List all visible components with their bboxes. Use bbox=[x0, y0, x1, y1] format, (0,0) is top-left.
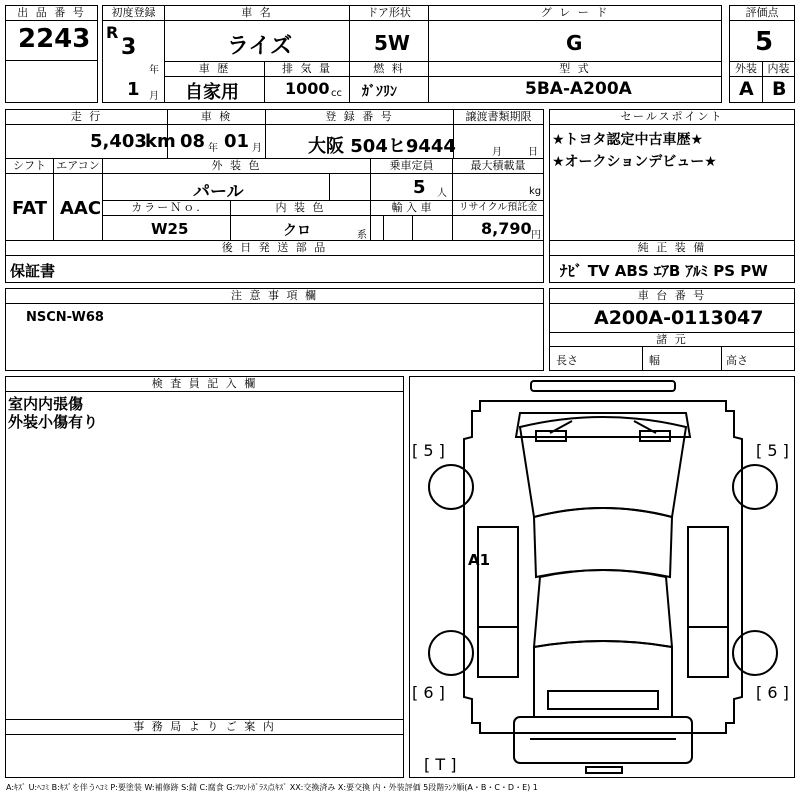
inspection-year-unit: 年 bbox=[208, 143, 218, 154]
displacement-label: 排 気 量 bbox=[264, 61, 350, 77]
inspection-month: 01 bbox=[224, 131, 250, 152]
sales-point-line-1: ★トヨタ認定中古車歴★ bbox=[552, 132, 704, 148]
recycle-cell bbox=[452, 215, 544, 241]
office-label: 事 務 局 よ り ご 案 内 bbox=[5, 719, 404, 735]
reg-month-unit: 月 bbox=[149, 91, 159, 102]
recycle-fee: 8,790 bbox=[481, 219, 532, 238]
height-cell bbox=[721, 346, 795, 371]
max-load-cell bbox=[452, 173, 544, 201]
fuel: ｶﾞｿﾘﾝ bbox=[362, 84, 397, 100]
exterior-grade-cell bbox=[729, 76, 763, 103]
equipment-cell bbox=[549, 255, 795, 283]
equipment: ﾅﾋﾞ TV ABS ｴｱB ｱﾙﾐ PS PW bbox=[560, 262, 768, 280]
car-name: ライズ bbox=[227, 34, 293, 59]
score-label: 評価点 bbox=[729, 5, 795, 21]
height-label: 高さ bbox=[726, 354, 748, 367]
interior-color-unit: 系 bbox=[357, 230, 367, 241]
score-cell bbox=[729, 20, 795, 62]
first-registration-cell bbox=[102, 20, 165, 103]
exterior-grade: A bbox=[739, 78, 754, 100]
wheel-rear-right bbox=[733, 631, 777, 675]
car-diagram-frame bbox=[409, 376, 795, 778]
shift-cell bbox=[5, 173, 54, 241]
width-label: 幅 bbox=[649, 354, 660, 367]
recycle-unit: 円 bbox=[531, 230, 541, 241]
lot-number-label: 出 品 番 号 bbox=[5, 5, 98, 21]
chassis-number: A200A-0113047 bbox=[594, 307, 764, 329]
score: 5 bbox=[755, 27, 774, 57]
registration-number: 大阪 504ヒ9444 bbox=[308, 136, 456, 157]
length-cell bbox=[549, 346, 643, 371]
sales-point-cell bbox=[549, 124, 795, 241]
import-label: 輸 入 車 bbox=[370, 200, 453, 216]
caution-note: NSCN-W68 bbox=[26, 310, 104, 325]
model-code: 5BA-A200A bbox=[525, 79, 632, 99]
import-cell-c bbox=[412, 215, 453, 241]
fuel-cell bbox=[349, 76, 429, 103]
import-cell-a bbox=[370, 215, 384, 241]
color-number: W25 bbox=[151, 220, 189, 238]
color-number-label: カラーＮｏ. bbox=[102, 200, 231, 216]
roof bbox=[534, 508, 672, 577]
transfer-deadline-label: 譲渡書類期限 bbox=[453, 109, 544, 125]
inspection-label: 車 検 bbox=[167, 109, 266, 125]
interior-color-cell bbox=[230, 215, 371, 241]
tire-rear-left: [ 6 ] bbox=[412, 683, 445, 702]
transfer-deadline-cell bbox=[453, 124, 544, 159]
grade: G bbox=[566, 31, 583, 55]
front-bumper-shape bbox=[531, 381, 675, 391]
mileage: 5,403 bbox=[90, 131, 147, 152]
model-label: 型 式 bbox=[428, 61, 722, 77]
rear-window bbox=[534, 570, 672, 647]
capacity-label: 乗車定員 bbox=[370, 158, 453, 174]
dimensions-label: 諸 元 bbox=[549, 332, 795, 347]
interior-grade-label: 内装 bbox=[762, 61, 795, 77]
hood-shape bbox=[464, 401, 742, 733]
registration-number-cell bbox=[265, 124, 454, 159]
inspection-year: 08 bbox=[180, 131, 206, 152]
interior-color-label: 内 装 色 bbox=[230, 200, 371, 216]
inspector-cell bbox=[5, 391, 404, 720]
shift: FAT bbox=[12, 198, 48, 219]
inspector-line-1: 室内内張傷 bbox=[8, 395, 84, 413]
fuel-label: 燃 料 bbox=[349, 61, 429, 77]
exterior-color-cell bbox=[102, 173, 330, 201]
legend: A:ｷｽﾞ U:ﾍｺﾐ B:ｷｽﾞを伴うﾍｺﾐ P:要塗装 W:補修跡 S:錆 C:腐食 G:ﾌﾛﾝﾄｶﾞﾗｽ点ｷｽﾞ XX:交換済み X:要交換 内・外装評価 5段階ﾗﾝｸ順(A・B・C・D・E) 1 bbox=[6, 783, 538, 792]
history: 自家用 bbox=[185, 82, 239, 103]
displacement-cell bbox=[264, 76, 350, 103]
aircon-label: エアコン bbox=[53, 158, 103, 174]
model-cell bbox=[428, 76, 722, 103]
caution-label: 注 意 事 項 欄 bbox=[5, 288, 544, 304]
interior-color: クロ bbox=[283, 223, 311, 239]
inspection-cell bbox=[167, 124, 266, 159]
car-diagram bbox=[410, 377, 796, 779]
max-load-unit: kg bbox=[529, 186, 542, 197]
inspection-month-unit: 月 bbox=[252, 143, 262, 154]
capacity-unit: 人 bbox=[437, 188, 447, 199]
inspector-line-2: 外装小傷有り bbox=[8, 413, 99, 431]
exterior-color-extra bbox=[329, 173, 371, 201]
left-front-door bbox=[478, 527, 518, 627]
caution-cell bbox=[5, 303, 544, 371]
reg-year: 3 bbox=[121, 35, 137, 60]
wheel-front-left bbox=[429, 465, 473, 509]
office-cell bbox=[5, 734, 404, 778]
car-name-cell bbox=[164, 20, 350, 62]
door-type: 5W bbox=[374, 31, 410, 55]
tire-front-left: [ 5 ] bbox=[412, 441, 445, 460]
history-label: 車 歴 bbox=[164, 61, 265, 77]
later-parts-cell bbox=[5, 255, 544, 283]
sales-point-line-2: ★オークションデビュー★ bbox=[552, 154, 717, 170]
lot-number: 2243 bbox=[18, 24, 91, 54]
tire-front-right: [ 5 ] bbox=[756, 441, 789, 460]
lot-blank-cell bbox=[5, 60, 98, 103]
mileage-unit: km bbox=[145, 131, 176, 152]
displacement-unit: cc bbox=[331, 88, 342, 99]
transfer-day-unit: 日 bbox=[528, 147, 538, 158]
interior-grade: B bbox=[772, 78, 787, 100]
grade-label: グ レ ー ド bbox=[428, 5, 722, 21]
era: R bbox=[106, 23, 119, 42]
door-cell bbox=[349, 20, 429, 62]
registration-number-label: 登 録 番 号 bbox=[265, 109, 454, 125]
right-rear-door bbox=[688, 627, 728, 677]
wheel-rear-left bbox=[429, 631, 473, 675]
sales-point-label: セールスポイント bbox=[549, 109, 795, 125]
mileage-cell bbox=[5, 124, 176, 159]
first-registration-label: 初度登録 bbox=[102, 5, 165, 21]
exterior-color-label: 外 装 色 bbox=[102, 158, 371, 174]
transfer-month-unit: 月 bbox=[492, 147, 502, 158]
rear-bumper-shape bbox=[548, 691, 658, 709]
inspector-label: 検 査 員 記 入 欄 bbox=[5, 376, 404, 392]
width-cell bbox=[642, 346, 722, 371]
equipment-label: 純 正 装 備 bbox=[549, 240, 795, 256]
right-front-door bbox=[688, 527, 728, 627]
reg-month: 1 bbox=[127, 79, 140, 100]
lot-number-cell bbox=[5, 20, 98, 61]
exterior-color: パール bbox=[193, 182, 244, 202]
reg-year-unit: 年 bbox=[149, 65, 159, 76]
left-rear-door bbox=[478, 627, 518, 677]
capacity-cell bbox=[370, 173, 453, 201]
car-name-label: 車 名 bbox=[164, 5, 350, 21]
damage-mark-a1: A1 bbox=[468, 551, 491, 569]
tire-rear-right: [ 6 ] bbox=[756, 683, 789, 702]
door-label: ドア形状 bbox=[349, 5, 429, 21]
max-load-label: 最大積載量 bbox=[452, 158, 544, 174]
rear-plate-bar bbox=[586, 767, 622, 773]
interior-grade-cell bbox=[762, 76, 795, 103]
history-cell bbox=[164, 76, 265, 103]
wheel-front-right bbox=[733, 465, 777, 509]
displacement: 1000 bbox=[285, 79, 330, 98]
exterior-grade-label: 外装 bbox=[729, 61, 763, 77]
cabin-lower bbox=[534, 641, 672, 717]
color-number-cell bbox=[102, 215, 231, 241]
tire-spare: [ T ] bbox=[424, 755, 457, 774]
import-cell-b bbox=[383, 215, 413, 241]
mileage-label: 走 行 bbox=[5, 109, 168, 125]
shift-label: シフト bbox=[5, 158, 54, 174]
later-parts: 保証書 bbox=[10, 262, 56, 280]
aircon: AAC bbox=[60, 198, 102, 219]
chassis-label: 車 台 番 号 bbox=[549, 288, 795, 304]
capacity: 5 bbox=[413, 177, 426, 198]
later-parts-label: 後 日 発 送 部 品 bbox=[5, 240, 544, 256]
length-label: 長さ bbox=[556, 354, 578, 367]
recycle-label: リサイクル預託金 bbox=[452, 200, 544, 216]
chassis-cell bbox=[549, 303, 795, 333]
aircon-cell bbox=[53, 173, 103, 241]
grade-cell bbox=[428, 20, 722, 62]
